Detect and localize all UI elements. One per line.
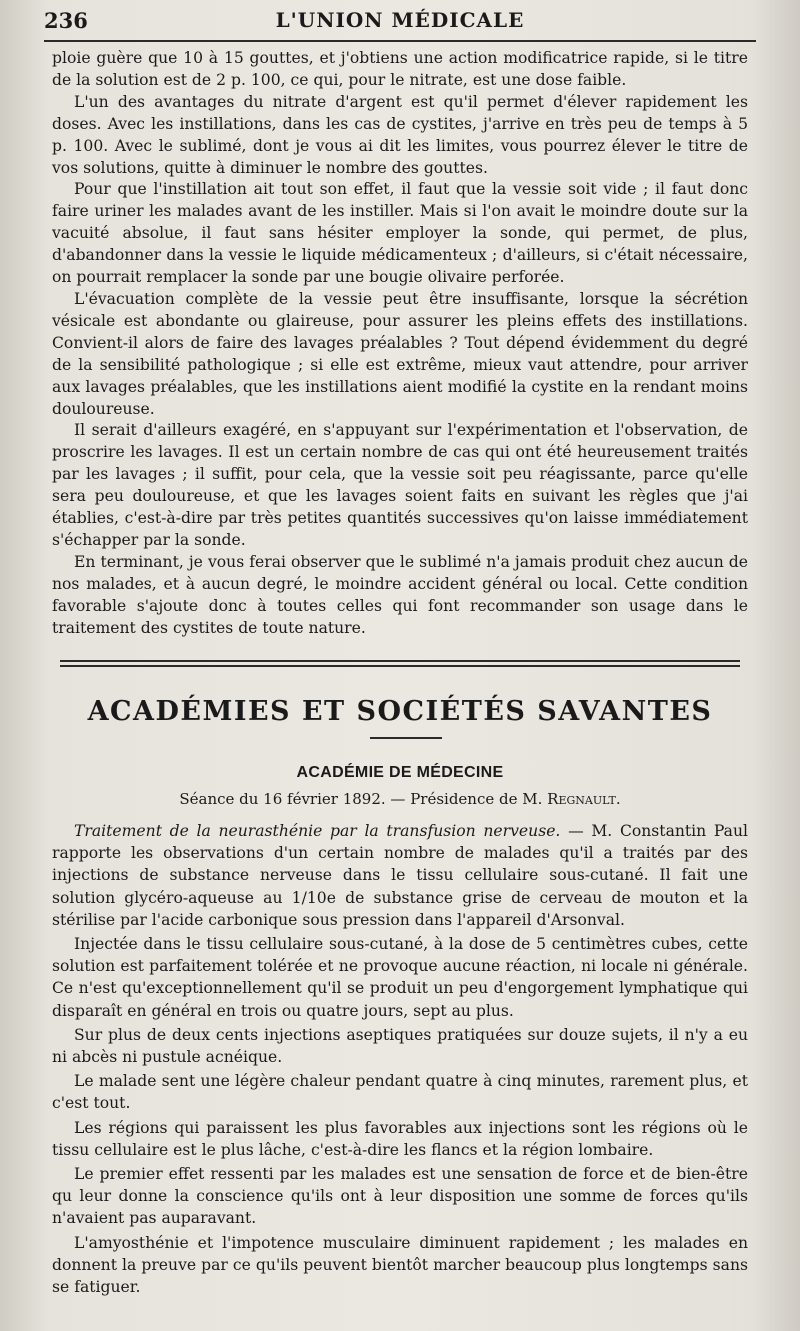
page-number: 236 [44,8,88,33]
paragraph: Le malade sent une légère chaleur pendant quatre à cinq minutes, rarement plus, et c'est tout. [52,1072,748,1113]
page-header [44,8,756,38]
paragraph: Injectée dans le tissu cellulaire sous-cutané, à la dose de 5 centimètres cubes, cette solution est parfaitement tolérée et ne provoque aucune réaction, ni locale ni générale. Ce n'est qu'exceptionnellement qu'il se produit un peu d'engorgement lymphatique qui disparaît en général en trois ou quatre jours, sept au plus. [52,935,748,1020]
section-divider-top [60,660,740,662]
paragraph: L'évacuation complète de la vessie peut être insuffisante, lorsque la sécrétion vésicale est abondante ou glaireuse, pour assurer les pleins effets des instillations. Convient-il alors de faire des lavages préalables ? Tout dépend évidemment du degré de la sensibilité pathologique ; si elle est extrême, mieux vaut attendre, pour arriver aux lavages préalables, que les instillations aient modifié la cystite en la rendant moins douloureuse. [52,289,748,418]
section-divider-bottom [60,665,740,667]
paragraph: ploie guère que 10 à 15 gouttes, et j'obtiens une action modificatrice rapide, si le titre de la solution est de 2 p. 100, ce qui, pour le nitrate, est une dose faible. [52,49,748,89]
paragraph: Les régions qui paraissent les plus favorables aux injections sont les régions où le tissu cellulaire est le plus lâche, c'est-à-dire les flancs et la région lombaire. [52,1118,748,1159]
report-topic: Traitement de la neurasthénie par la transfusion nerveuse. [74,822,561,840]
report-lead-paragraph [52,820,748,931]
president-name: Regnault. [547,790,621,808]
article-body [52,48,748,639]
seance-line [52,790,748,808]
section-title: ACADÉMIES ET SOCIÉTÉS SAVANTES [87,696,713,727]
paragraph: L'amyosthénie et l'impotence musculaire diminuent rapidement ; les malades en donnent la preuve par ce qu'ils peuvent bientôt marcher beaucoup plus longtemps sans se fatiguer. [52,1233,748,1297]
header-rule [44,40,756,42]
paragraph: Sur plus de deux cents injections aseptiques pratiquées sur douze sujets, il n'y a eu ni abcès ni pustule acnéique. [52,1025,748,1067]
seance-text: Séance du 16 février 1892. — Présidence de M. [179,790,548,808]
report-lead-text: — M. Constantin Paul rapporte les observations d'un certain nombre de malades qu'il a traités par des injections de substance nerveuse dans le tissu cellulaire sous-cutané. Il fait une solution glycéro-aqueuse au 1/10e de substance grise de cerveau de mouton et la stérilise par l'acide carbonique sous pression dans l'appareil d'Arsonval. [52,822,749,929]
running-title: L'UNION MÉDICALE [275,8,525,32]
academy-report [52,820,748,1300]
paragraph: Il serait d'ailleurs exagéré, en s'appuyant sur l'expérimentation et l'observation, de proscrire les lavages. Il est un certain nombre de cas qui ont été heureusement traités par les lavages ; il suffit, pour cela, que la vessie soit peu réagissante, parce qu'elle sera peu douloureuse, et que les lavages soient faits en suivant les règles que j'ai établies, c'est-à-dire par très petites quantités successives qu'on laisse immédiatement s'échapper par la sonde. [52,421,748,549]
paragraph: L'un des avantages du nitrate d'argent est qu'il permet d'élever rapidement les doses. Avec les instillations, dans les cas de cystites, j'arrive en très peu de temps à 5 p. 100. Avec le sublimé, dont je vous ai dit les limites, vous pourrez élever le titre de vos solutions, quitte à diminuer le nombre des gouttes. [52,92,748,177]
paragraph: Pour que l'instillation ait tout son effet, il faut que la vessie soit vide ; il faut donc faire uriner les malades avant de les instiller. Mais si l'on avait le moindre doute sur la vacuité absolue, il faut sans hésiter employer la sonde, qui permet, de plus, d'abandonner dans la vessie le liquide médicamenteux ; d'ailleurs, si c'était nécessaire, on pourrait remplacer la sonde par une bougie olivaire perforée. [52,180,748,287]
paragraph: En terminant, je vous ferai observer que le sublimé n'a jamais produit chez aucun de nos malades, et à aucun degré, le moindre accident général ou local. Cette condition favorable s'ajoute donc à toutes celles qui font recommander son usage dans le traitement des cystites de toute nature. [52,552,748,637]
title-underline [370,737,442,739]
paragraph: Le premier effet ressenti par les malades est une sensation de force et de bien-être qu leur donne la conscience qu'ils ont à leur disposition une somme de forces qu'ils n'avaient pas auparavant. [52,1165,748,1228]
academy-heading: ACADÉMIE DE MÉDECINE [296,764,504,781]
